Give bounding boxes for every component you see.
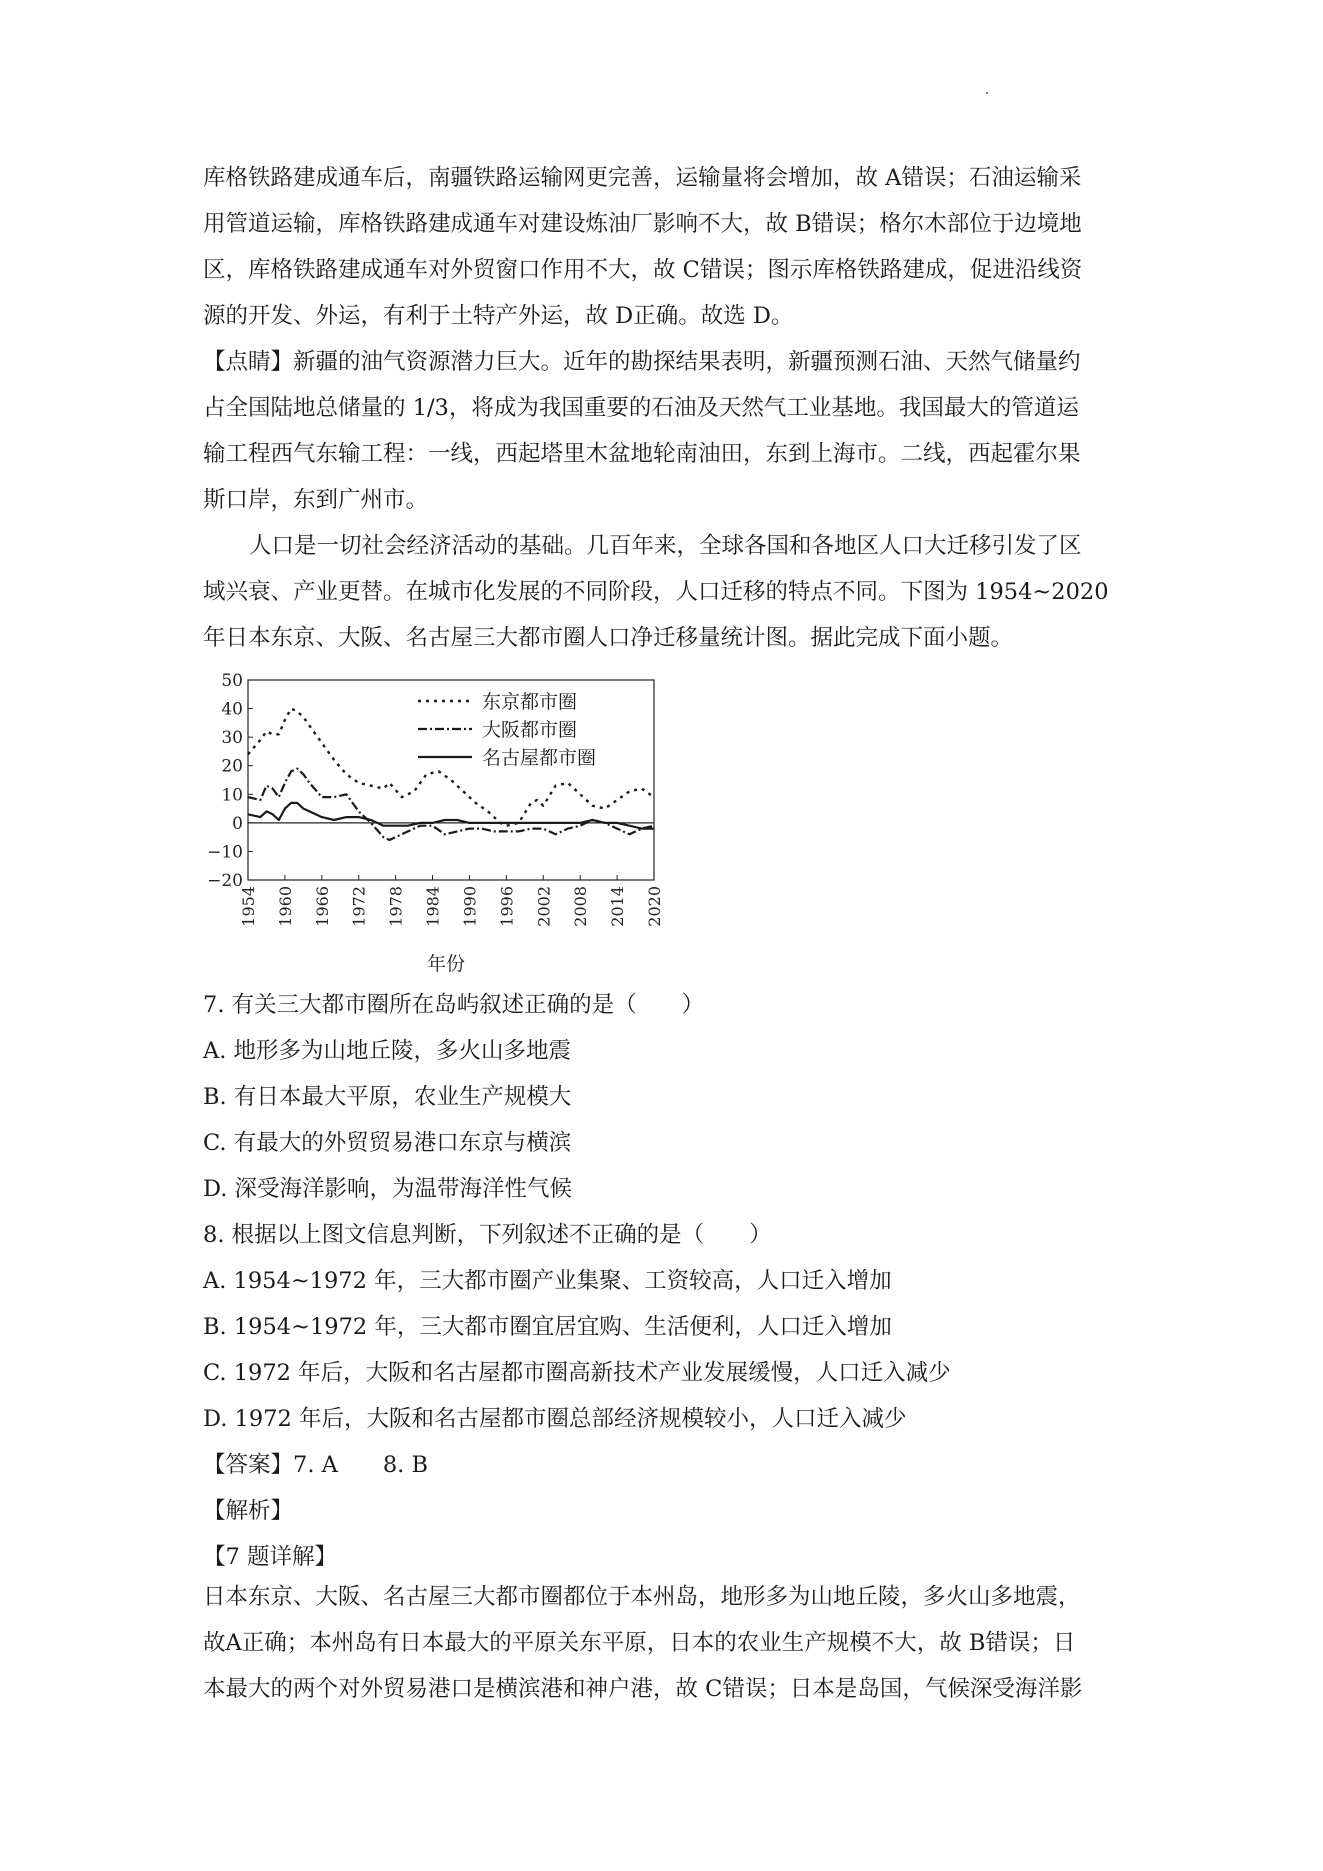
text-line: 故A正确；本州岛有日本最大的平原关东平原，日本的农业生产规模不大，故 B错误；日 <box>203 1630 1076 1656</box>
migration-chart <box>200 665 680 989</box>
text-line: 库格铁路建成通车后，南疆铁路运输网更完善，运输量将会增加，故 A错误；石油运输采 <box>203 165 1082 191</box>
x-tick-label: 1978 <box>386 886 406 927</box>
text-line: 用管道运输，库格铁路建成通车对建设炼油厂影响不大，故 B错误；格尔木部位于边境地 <box>203 211 1082 237</box>
x-tick-label: 1960 <box>275 886 295 927</box>
y-tick-label: 50 <box>221 671 243 691</box>
analysis-paragraph-prev <box>203 155 1123 339</box>
legend-label: 大阪都市圈 <box>482 719 578 741</box>
series-line <box>248 769 654 840</box>
detail-label: 【7 题详解】 <box>203 1544 337 1570</box>
x-tick-label: 1972 <box>349 886 369 927</box>
legend-label: 名古屋都市圈 <box>482 747 597 769</box>
q7-option-b: B. 有日本最大平原，农业生产规模大 <box>203 1084 572 1110</box>
tip-paragraph <box>203 339 1123 523</box>
text-line: 占全国陆地总储量的 1/3，将成为我国重要的石油及天然气工业基地。我国最大的管道运 <box>203 395 1079 421</box>
text-line: 【点睛】新疆的油气资源潜力巨大。近年的勘探结果表明，新疆预测石油、天然气储量约 <box>203 349 1081 375</box>
answer-line: 【答案】7. A 8. B <box>203 1452 429 1478</box>
y-tick-label: 0 <box>232 813 243 834</box>
detail-paragraph <box>203 1574 1123 1712</box>
x-tick-label: 2020 <box>645 886 664 927</box>
q8-option-c: C. 1972 年后，大阪和名古屋都市圈高新技术产业发展缓慢，人口迁入减少 <box>203 1360 951 1386</box>
x-tick-label: 1966 <box>312 886 332 927</box>
y-tick-label: 20 <box>221 756 243 777</box>
text-line: 输工程西气东输工程：一线，西起塔里木盆地轮南油田，东到上海市。二线，西起霍尔果 <box>203 441 1081 467</box>
q7-stem: 7. 有关三大都市圈所在岛屿叙述正确的是（ ） <box>203 992 705 1018</box>
x-tick-label: 1984 <box>423 886 443 927</box>
y-tick-label: 40 <box>221 699 243 720</box>
x-tick-label: 2008 <box>571 886 591 927</box>
x-axis-label: 年份 <box>426 953 466 975</box>
migration-chart-svg <box>200 665 680 985</box>
text-line: 本最大的两个对外贸易港口是横滨港和神户港，故 C错误；日本是岛国，气候深受海洋影 <box>203 1676 1083 1702</box>
x-tick-label: 2014 <box>608 886 628 927</box>
x-tick-label: 1954 <box>239 886 258 927</box>
text-line: 域兴衰、产业更替。在城市化发展的不同阶段，人口迁移的特点不同。下图为 1954~2020 <box>203 579 1109 605</box>
text-line: 人口是一切社会经济活动的基础。几百年来，全球各国和各地区人口大迁移引发了区 <box>249 533 1082 559</box>
x-tick-label: 1990 <box>460 886 480 927</box>
text-line: 斯口岸，东到广州市。 <box>203 487 429 513</box>
x-tick-label: 2002 <box>534 886 554 927</box>
text-line: 日本东京、大阪、名古屋三大都市圈都位于本州岛，地形多为山地丘陵，多火山多地震， <box>203 1584 1081 1610</box>
intro-paragraph <box>203 523 1123 661</box>
plot-frame <box>248 680 654 880</box>
q8-option-b: B. 1954~1972 年，三大都市圈宜居宜购、生活便利，人口迁入增加 <box>203 1314 892 1340</box>
y-tick-label: 10 <box>221 785 243 806</box>
analysis-label: 【解析】 <box>203 1498 294 1524</box>
q8-stem: 8. 根据以上图文信息判断，下列叙述不正确的是（ ） <box>203 1222 772 1248</box>
page-mark <box>986 92 988 94</box>
y-tick-label: −20 <box>207 871 243 891</box>
y-tick-label: 30 <box>221 728 243 749</box>
y-tick-label: −10 <box>207 842 243 863</box>
text-line: 源的开发、外运，有利于土特产外运，故 D正确。故选 D。 <box>203 303 794 329</box>
x-tick-label: 1996 <box>497 886 517 927</box>
text-line: 区，库格铁路建成通车对外贸窗口作用不大，故 C错误；图示库格铁路建成，促进沿线资 <box>203 257 1083 283</box>
q8-option-a: A. 1954~1972 年，三大都市圈产业集聚、工资较高，人口迁入增加 <box>203 1268 892 1294</box>
q8-option-d: D. 1972 年后，大阪和名古屋都市圈总部经济规模较小，人口迁入减少 <box>203 1406 907 1432</box>
q7-option-c: C. 有最大的外贸贸易港口东京与横滨 <box>203 1130 572 1156</box>
text-line: 年日本东京、大阪、名古屋三大都市圈人口净迁移量统计图。据此完成下面小题。 <box>203 625 1014 651</box>
legend-label: 东京都市圈 <box>482 691 578 713</box>
q7-option-a: A. 地形多为山地丘陵，多火山多地震 <box>203 1038 572 1064</box>
q7-option-d: D. 深受海洋影响，为温带海洋性气候 <box>203 1176 573 1202</box>
